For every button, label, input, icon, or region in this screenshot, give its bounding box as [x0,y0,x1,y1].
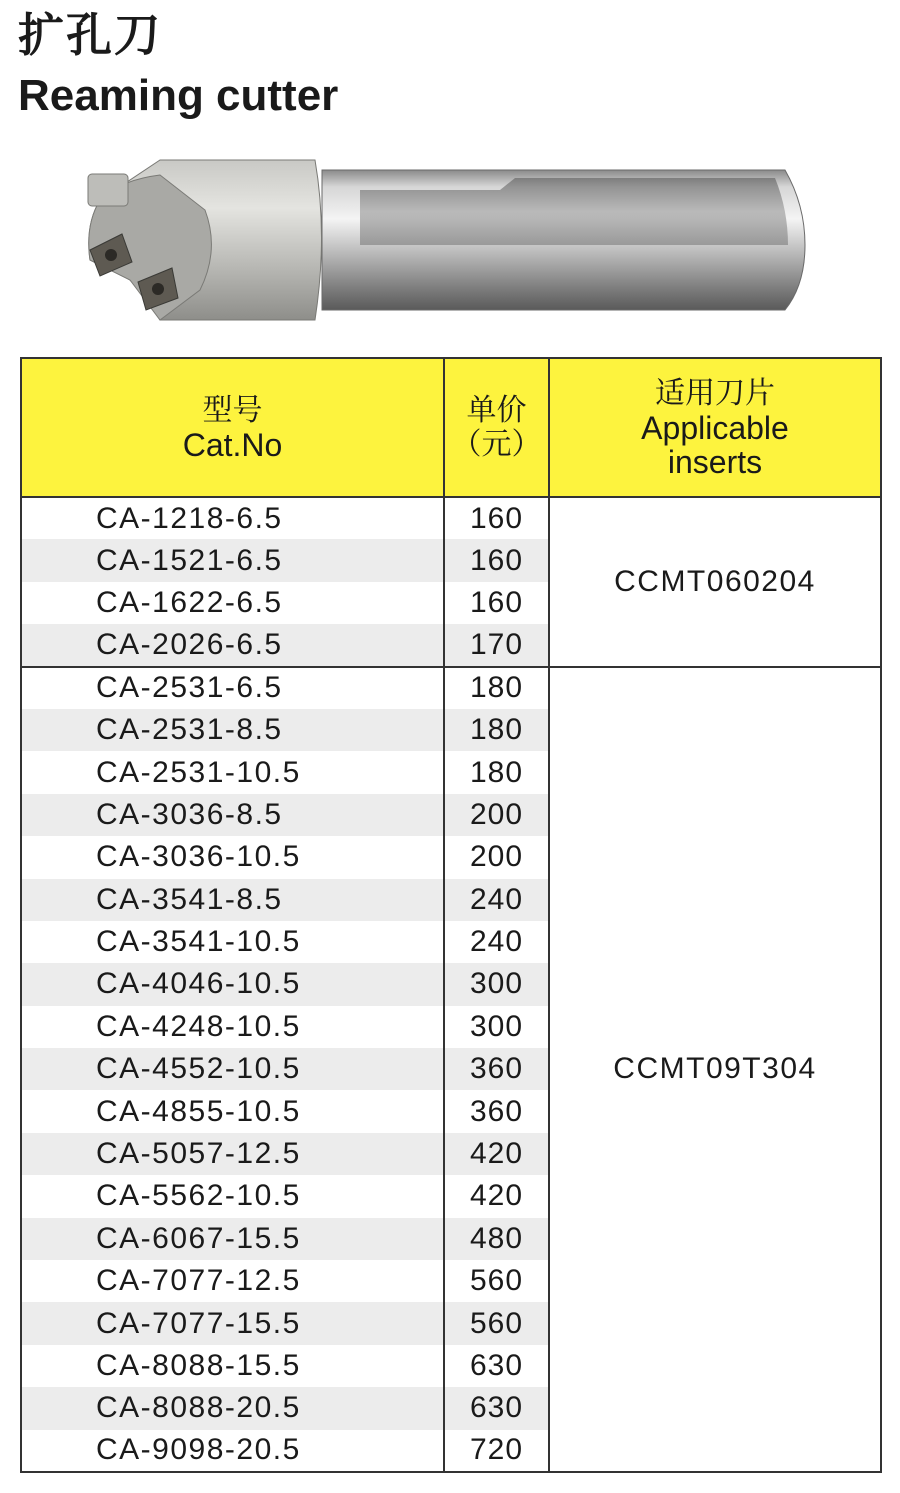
reaming-cutter-image [60,150,820,330]
cat-no-cell: CA-2531-8.5 [21,709,444,751]
cat-no-cell: CA-4552-10.5 [21,1048,444,1090]
price-cell: 560 [444,1260,549,1302]
cat-no-cell: CA-8088-20.5 [21,1387,444,1429]
header-price-unit: （元） [451,426,542,462]
cat-no-cell: CA-6067-15.5 [21,1218,444,1260]
cat-no-cell: CA-3036-10.5 [21,836,444,878]
cat-no-cell: CA-7077-12.5 [21,1260,444,1302]
price-cell: 200 [444,836,549,878]
page-title-cn: 扩孔刀 [18,8,162,62]
cat-no-cell: CA-4855-10.5 [21,1090,444,1132]
price-cell: 360 [444,1048,549,1090]
price-cell: 180 [444,751,549,793]
cat-no-cell: CA-1521-6.5 [21,539,444,581]
price-cell: 480 [444,1218,549,1260]
price-cell: 630 [444,1387,549,1429]
insert-cell: CCMT09T304 [549,667,881,1472]
insert-cell: CCMT060204 [549,497,881,667]
table-row [21,667,881,709]
price-cell: 630 [444,1345,549,1387]
price-cell: 160 [444,539,549,581]
price-cell: 180 [444,667,549,709]
table-header-row [21,358,881,497]
price-cell: 240 [444,879,549,921]
price-cell: 420 [444,1175,549,1217]
price-cell: 200 [444,794,549,836]
cat-no-cell: CA-1218-6.5 [21,497,444,539]
header-insert-en-2: inserts [667,443,763,480]
price-cell: 560 [444,1302,549,1344]
price-cell: 170 [444,624,549,666]
price-cell: 420 [444,1133,549,1175]
cat-no-cell: CA-5057-12.5 [21,1133,444,1175]
header-insert-cn: 适用刀片 [655,375,775,411]
cat-no-cell: CA-2026-6.5 [21,624,444,666]
price-cell: 240 [444,921,549,963]
price-cell: 300 [444,1006,549,1048]
price-cell: 720 [444,1430,549,1472]
header-inserts [549,358,881,497]
header-cat-en: Cat.No [182,426,283,463]
cat-no-cell: CA-9098-20.5 [21,1430,444,1472]
header-price [444,358,549,497]
header-price-cn: 单价 [466,392,527,428]
price-cell: 300 [444,963,549,1005]
cat-no-cell: CA-4248-10.5 [21,1006,444,1048]
cat-no-cell: CA-3036-8.5 [21,794,444,836]
cat-no-cell: CA-3541-10.5 [21,921,444,963]
header-insert-en-1: Applicable [641,409,789,446]
price-cell: 160 [444,497,549,539]
table-row [21,497,881,539]
cat-no-cell: CA-3541-8.5 [21,879,444,921]
cat-no-cell: CA-2531-6.5 [21,667,444,709]
cat-no-cell: CA-4046-10.5 [21,963,444,1005]
cat-no-cell: CA-1622-6.5 [21,582,444,624]
cat-no-cell: CA-8088-15.5 [21,1345,444,1387]
spec-table [20,357,882,1473]
cat-no-cell: CA-5562-10.5 [21,1175,444,1217]
header-cat-no [21,358,444,497]
price-cell: 180 [444,709,549,751]
price-cell: 160 [444,582,549,624]
price-cell: 360 [444,1090,549,1132]
page-title-en: Reaming cutter [18,71,339,120]
table-body [21,497,881,1472]
cat-no-cell: CA-7077-15.5 [21,1302,444,1344]
cat-no-cell: CA-2531-10.5 [21,751,444,793]
header-cat-cn: 型号 [202,392,263,428]
